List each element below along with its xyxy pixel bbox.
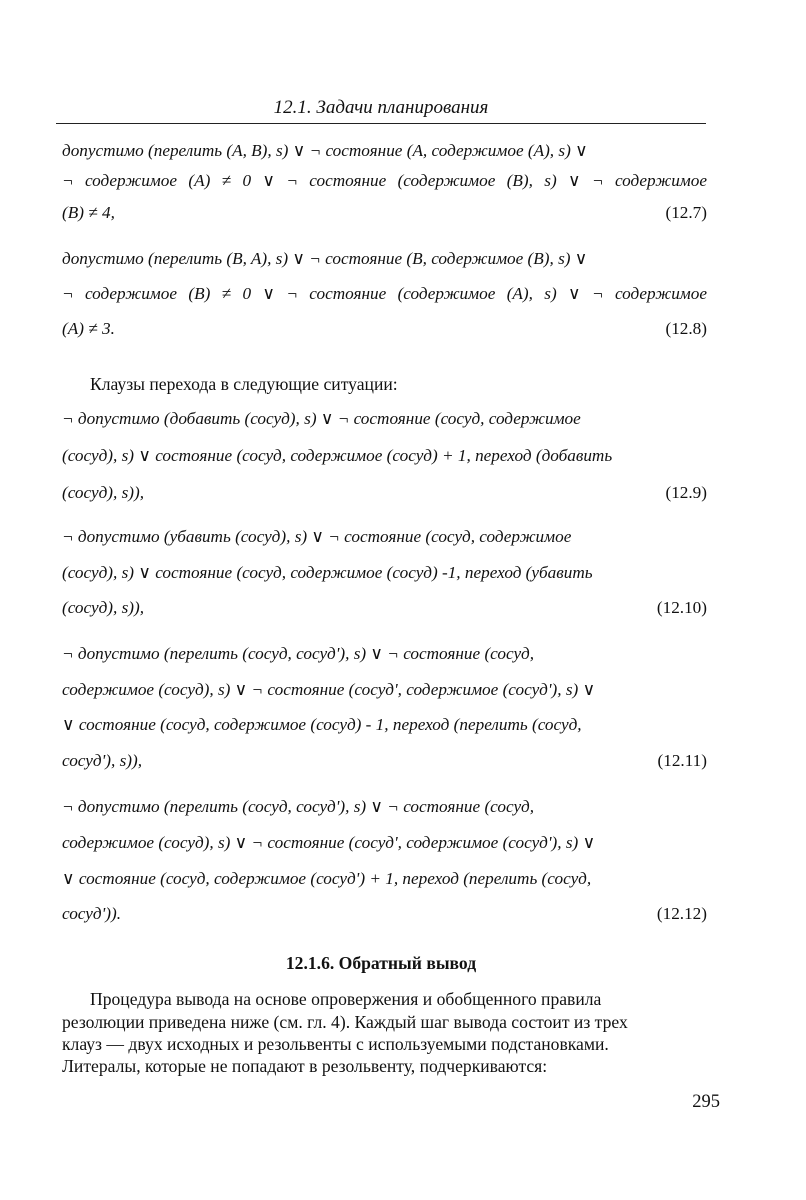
formula-12-9-line-2: (сосуд), s) ∨ состояние (сосуд, содержимое (сосуд) + 1, переход (добавить <box>62 446 613 465</box>
formula-12-9-line-3: (сосуд), s)), <box>62 483 145 502</box>
formula-12-8-line-3: (A) ≠ 3. <box>62 319 115 338</box>
formula-12-11-line-1: ¬ допустимо (перелить (сосуд, сосуд'), s) ∨ ¬ состояние (сосуд, <box>62 644 535 663</box>
equation-number-12-9: (12.9) <box>665 483 707 502</box>
equation-number-12-8: (12.8) <box>665 319 707 338</box>
transition-intro: Клаузы перехода в следующие ситуации: <box>90 374 398 394</box>
paragraph-line-1: Процедура вывода на основе опровержения и обобщенного правила <box>90 989 602 1009</box>
page-number: 295 <box>692 1092 720 1112</box>
formula-12-7-line-2: ¬ содержимое (A) ≠ 0 ∨ ¬ состояние (содержимое (B), s) ∨ ¬ содержимое <box>62 171 707 190</box>
paragraph-line-2: резолюции приведена ниже (см. гл. 4). Каждый шаг вывода состоит из трех <box>62 1012 628 1032</box>
paragraph-line-3: клауз — двух исходных и резольвенты с используемыми подстановками. <box>62 1034 609 1054</box>
equation-number-12-7: (12.7) <box>665 203 707 222</box>
running-head: 12.1. Задачи планирования <box>273 97 489 118</box>
paragraph-line-4: Литералы, которые не попадают в резольвенту, подчеркиваются: <box>62 1056 548 1076</box>
formula-12-11-line-3: ∨ состояние (сосуд, содержимое (сосуд) - 1, переход (перелить (сосуд, <box>62 715 582 734</box>
formula-12-8-line-2: ¬ содержимое (B) ≠ 0 ∨ ¬ состояние (содержимое (A), s) ∨ ¬ содержимое <box>62 284 707 303</box>
formula-12-9-line-1: ¬ допустимо (добавить (сосуд), s) ∨ ¬ состояние (сосуд, содержимое <box>62 409 581 428</box>
equation-number-12-10: (12.10) <box>656 598 707 617</box>
formula-12-8-line-1: допустимо (перелить (B, A), s) ∨ ¬ состояние (B, содержимое (B), s) ∨ <box>62 249 588 268</box>
header-rule <box>56 123 706 124</box>
formula-12-11-line-4: сосуд'), s)), <box>62 751 143 770</box>
equation-number-12-12: (12.12) <box>656 904 707 923</box>
formula-12-10-line-3: (сосуд), s)), <box>62 598 145 617</box>
section-title: 12.1.6. Обратный вывод <box>285 953 477 973</box>
equation-number-12-11: (12.11) <box>657 751 707 770</box>
formula-12-12-line-3: ∨ состояние (сосуд, содержимое (сосуд') + 1, переход (перелить (сосуд, <box>62 869 592 888</box>
formula-12-10-line-1: ¬ допустимо (убавить (сосуд), s) ∨ ¬ состояние (сосуд, содержимое <box>62 527 572 546</box>
formula-12-12-line-1: ¬ допустимо (перелить (сосуд, сосуд'), s) ∨ ¬ состояние (сосуд, <box>62 797 535 816</box>
formula-12-7-line-1: допустимо (перелить (A, B), s) ∨ ¬ состояние (A, содержимое (A), s) ∨ <box>62 141 588 160</box>
formula-12-12-line-4: сосуд')). <box>62 904 121 923</box>
formula-12-7-line-3: (B) ≠ 4, <box>62 203 115 222</box>
formula-12-11-line-2: содержимое (сосуд), s) ∨ ¬ состояние (сосуд', содержимое (сосуд'), s) ∨ <box>62 680 596 699</box>
formula-12-10-line-2: (сосуд), s) ∨ состояние (сосуд, содержимое (сосуд) -1, переход (убавить <box>62 563 593 582</box>
formula-12-12-line-2: содержимое (сосуд), s) ∨ ¬ состояние (сосуд', содержимое (сосуд'), s) ∨ <box>62 833 596 852</box>
